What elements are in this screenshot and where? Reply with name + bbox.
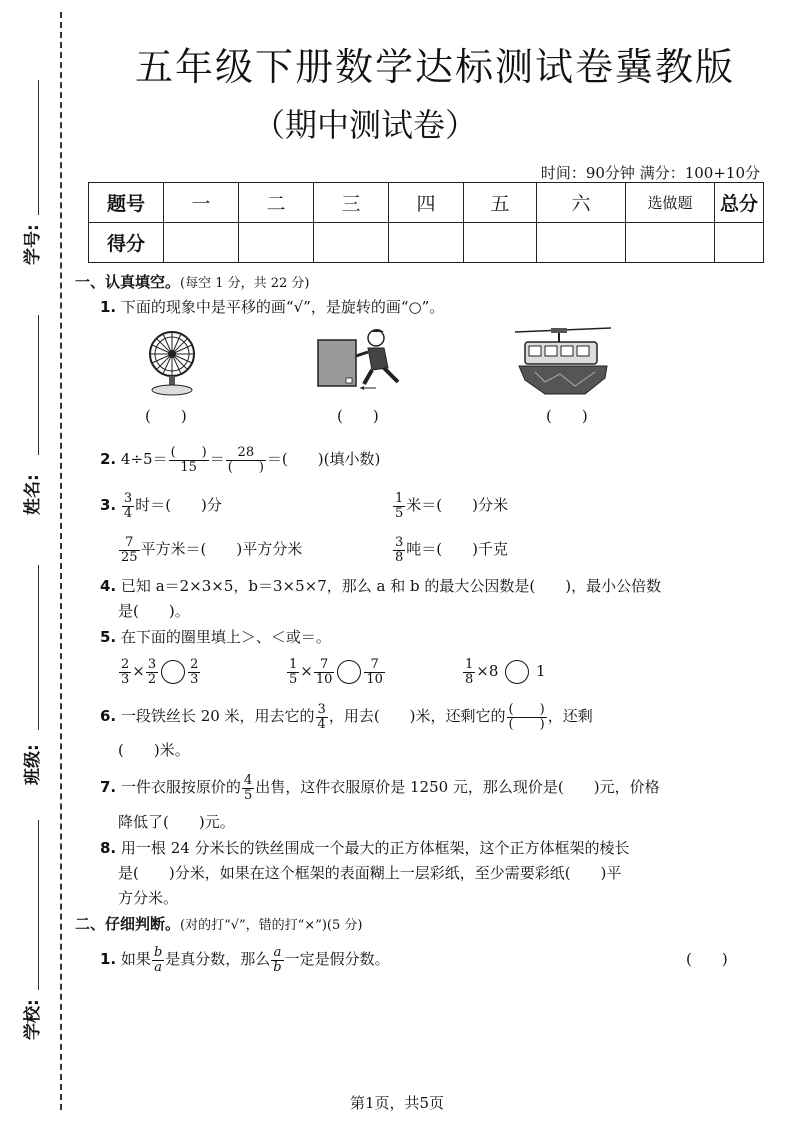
school-label: 学校: [23,999,43,1040]
score-input-cell[interactable] [389,223,464,263]
fraction[interactable]: $\frac{( )}{15}$ [170,444,207,475]
question-number: 7. [100,778,117,796]
question-number: 1. [100,950,117,968]
question-number: 6. [100,707,117,725]
question-number: 2. [100,450,117,468]
question-text: 下面的现象中是平移的画“√”，是旋转的画“○”。 [120,298,445,316]
score-cell: 五 [464,183,537,223]
expr-text: ＝( )(填小数) [266,450,381,468]
score-cell: 六 [537,183,626,223]
expr-text: 平方米＝( )平方分米 [140,540,303,558]
question-1-7-line2: 降低了( )元。 [118,813,235,831]
score-cell: 二 [239,183,314,223]
compare-expr-1: $\frac{2}{3}$ × $\frac{3}{2}$ $\frac{2}{3}$ [121,656,199,687]
expr-text: 4÷5＝ [120,450,168,468]
class-label: 班级: [23,744,43,785]
fraction: $\frac{3}{4}$ [123,490,133,521]
question-number: 3. [100,496,117,514]
page-title: 五年级下册数学达标测试卷冀教版 [134,45,735,89]
question-1-1 [100,297,444,317]
section1-note: (每空 1 分，共 22 分) [180,276,310,291]
page-footer: 第1页，共5页 [349,1094,445,1112]
score-cell: 总分 [715,183,764,223]
section1-heading [75,272,310,294]
question-1-3b [392,486,508,524]
question-1-3d [392,530,508,568]
score-row-label: 得分 [89,223,164,263]
score-cell: 四 [389,183,464,223]
question-text: 已知 a＝2×3×5，b＝3×5×7，那么 a 和 b 的最大公因数是( )，最小公倍数 [120,577,662,595]
score-input-cell[interactable] [626,223,715,263]
question-1-4 [100,576,661,596]
score-input-cell[interactable] [464,223,537,263]
compare-expr-3: $\frac{1}{8}$ ×8 1 [465,656,546,687]
question-1-6: 6. 一段铁丝长 20 米，用去它的 $\frac{3}{4}$ ，用去( )米，还剩它的 $\frac{( )}{( )}$ ，还剩 [100,701,593,732]
question-2-1: 1. 如果 $\frac{b}{a}$ 是真分数，那么 $\frac{a}{b}$ 一定是假分数。 [100,944,390,975]
question-number: 8. [100,839,117,857]
score-table [88,182,764,263]
question-text: 在下面的圈里填上＞、＜或＝。 [120,628,331,646]
fraction-blank[interactable]: $\frac{( )}{( )}$ [508,701,545,732]
expr-text: 吨＝( )千克 [406,540,508,558]
q1-blank-2[interactable]: ( ) [337,407,379,425]
section2-note: (对的打“√”，错的打“×”)(5 分) [180,918,363,933]
electric-fan-icon [142,330,202,396]
score-cell: 一 [164,183,239,223]
fraction: $\frac{7}{25}$ [121,534,138,565]
student-no-label: 学号: [23,224,43,265]
compare-expr-2: $\frac{1}{5}$ × $\frac{7}{10}$ $\frac{7}{10}$ [289,656,383,687]
school-line [38,820,39,990]
score-cell: 选做题 [626,183,715,223]
question-1-8 [100,838,630,858]
q1-blank-1[interactable]: ( ) [145,407,187,425]
score-cell: 三 [314,183,389,223]
expr-text: 时＝( )分 [135,496,222,514]
question-1-5 [100,627,331,647]
score-input-cell[interactable] [537,223,626,263]
question-1-2 [100,440,380,478]
fraction: $\frac{3}{8}$ [395,534,404,565]
question-1-6-line2: ( )米。 [118,741,190,759]
compare-circle[interactable] [505,660,529,684]
compare-circle[interactable] [161,660,185,684]
fraction: $\frac{1}{5}$ [395,490,404,521]
binding-dashed-line [60,12,62,1110]
score-cell: 题号 [89,183,164,223]
section2-title: 二、仔细判断。 [75,915,181,933]
score-input-cell[interactable] [715,223,764,263]
person-pushing-box-icon [316,326,411,394]
question-number: 1. [100,298,117,316]
section1-title: 一、认真填空。 [75,273,181,291]
section2-heading [75,914,362,936]
fraction[interactable]: $\frac{28}{( )}$ [227,444,264,475]
question-1-7: 7. 一件衣服按原价的 $\frac{4}{5}$ 出售，这件衣服原价是 1250 元，那么现价是( )元，价格 [100,772,660,803]
class-line [38,565,39,730]
student-no-line [38,80,39,215]
time-info: 时间：90分钟 满分：100+10分 [540,164,760,182]
expr-text: 米＝( )分米 [406,496,508,514]
score-table-score-row [89,223,764,263]
equals-sign: ＝ [209,450,225,468]
question-1-3c [118,530,302,568]
page-subtitle: （期中测试卷） [252,106,477,144]
question-1-3a [100,486,222,524]
judge-blank[interactable]: ( ) [686,950,728,968]
score-input-cell[interactable] [164,223,239,263]
question-text: 用一根 24 分米长的铁丝围成一个最大的正方体框架，这个正方体框架的棱长 [120,839,630,857]
question-1-8-line2: 是( )分米，如果在这个框架的表面糊上一层彩纸，至少需要彩纸( )平 [118,864,622,882]
question-1-8-line3: 方分米。 [118,889,179,907]
compare-circle[interactable] [337,660,361,684]
question-1-4-line2: 是( )。 [118,602,190,620]
score-input-cell[interactable] [314,223,389,263]
name-label: 姓名: [23,474,43,515]
question-number: 5. [100,628,117,646]
cable-car-icon [515,322,611,398]
score-input-cell[interactable] [239,223,314,263]
question-number: 4. [100,577,117,595]
score-table-header-row [89,183,764,223]
name-line [38,315,39,455]
q1-blank-3[interactable]: ( ) [546,407,588,425]
